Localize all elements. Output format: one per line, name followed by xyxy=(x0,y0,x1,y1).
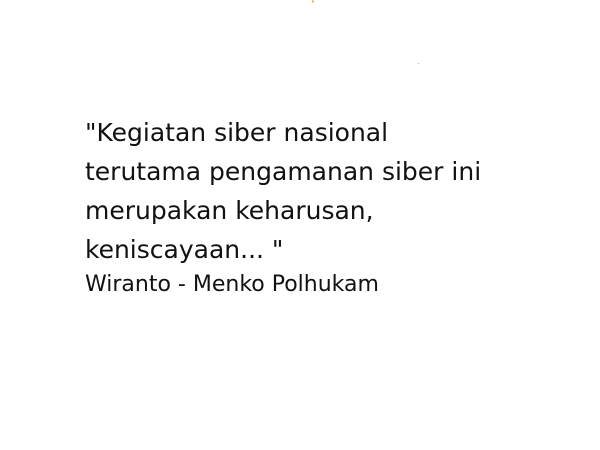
decorative-speck-right xyxy=(418,63,419,64)
quote-attribution: Wiranto - Menko Polhukam xyxy=(85,272,379,297)
quote-line-2: terutama pengamanan siber ini xyxy=(85,157,482,186)
quote-line-3: merupakan keharusan, xyxy=(85,196,374,225)
quote-line-4: keniscayaan... " xyxy=(85,235,284,264)
quote-line-1: "Kegiatan siber nasional xyxy=(85,118,389,147)
decorative-speck-top xyxy=(312,0,314,3)
quote-block xyxy=(85,113,585,300)
